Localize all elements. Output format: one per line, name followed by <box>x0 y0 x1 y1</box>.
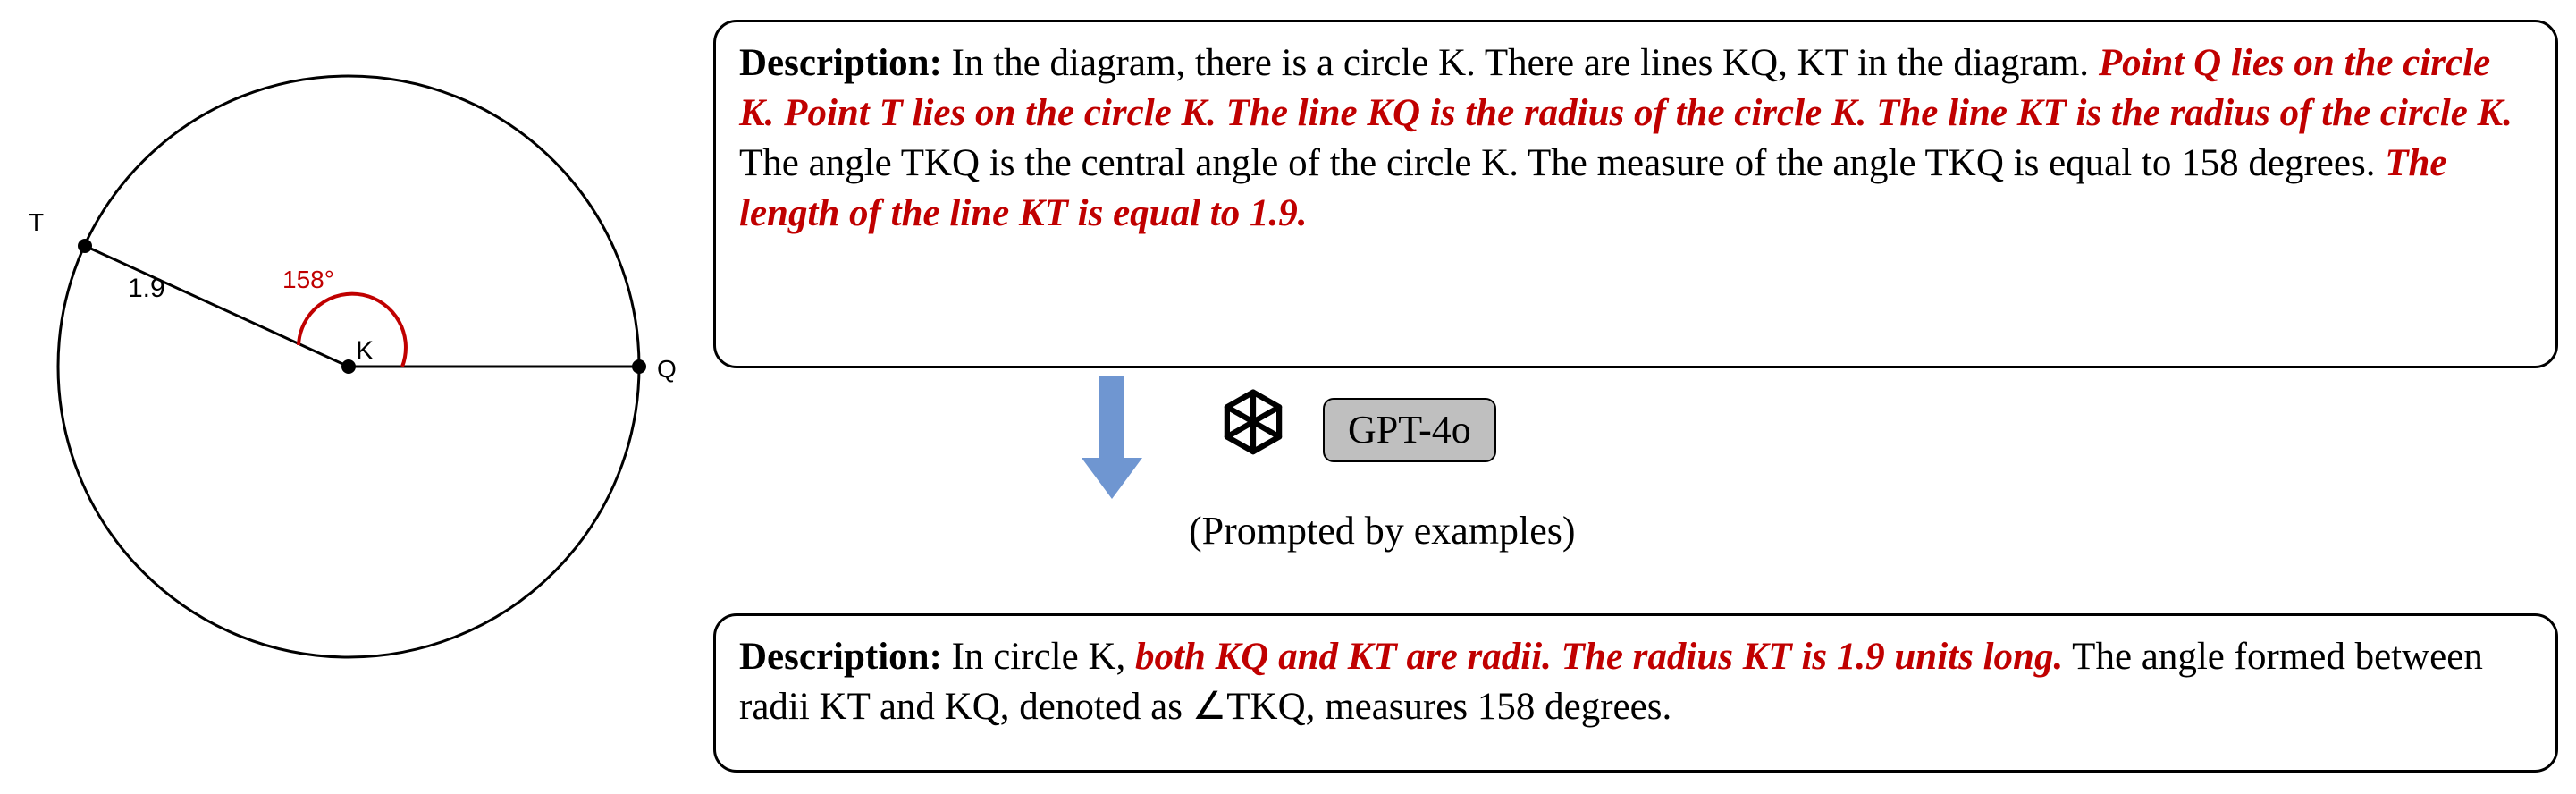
label-segment-length: 1.9 <box>128 274 165 303</box>
segment-kt <box>85 246 349 367</box>
point-t-marker <box>78 239 92 253</box>
model-badge: GPT-4o <box>1323 398 1496 462</box>
input-description-box <box>713 20 2558 368</box>
label-angle-measure: 158° <box>282 266 334 293</box>
right-column <box>706 0 2576 794</box>
output-description-segment-1: both KQ and KT are radii. The radius KT is 1.9 units long. <box>1135 636 2064 678</box>
output-description-segment-0: In circle K, <box>941 636 1135 678</box>
figure-panel <box>0 0 706 794</box>
point-q-marker <box>632 359 646 374</box>
input-description-segment-2: The angle TKQ is the central angle of the circle K. The measure of the angle TKQ is equal to 158 degrees. <box>739 141 2386 184</box>
pipeline-row <box>706 367 2576 613</box>
openai-logo-icon <box>1207 379 1300 472</box>
input-description-segment-1: Point Q lies on the circle K. Point T lies on the circle K. The line KQ is the radius of the circle K. The line KT is the radius of the circle K. <box>739 42 2513 134</box>
input-description-segment-3: The length of the line KT is equal to 1.9. <box>739 141 2447 234</box>
output-description-box <box>713 613 2558 773</box>
input-description-label: Description: <box>739 42 942 84</box>
output-description-text <box>739 632 2532 732</box>
input-description-segment-0: In the diagram, there is a circle K. There are lines KQ, KT in the diagram. <box>941 42 2099 84</box>
label-center-k: K <box>356 336 375 366</box>
point-k-marker <box>341 359 356 374</box>
angle-arc-tkq <box>299 294 406 367</box>
output-description-segment-2: The angle formed between radii KT and KQ, denoted as ∠TKQ, measures 158 degrees. <box>739 636 2483 728</box>
prompt-note: (Prompted by examples) <box>1189 509 1576 553</box>
label-point-t: T <box>29 208 45 236</box>
down-arrow-icon <box>1080 376 1144 501</box>
input-description-text <box>739 38 2532 239</box>
label-point-q: Q <box>657 355 677 383</box>
output-description-label: Description: <box>739 636 942 678</box>
circle-k-diagram <box>18 27 679 760</box>
